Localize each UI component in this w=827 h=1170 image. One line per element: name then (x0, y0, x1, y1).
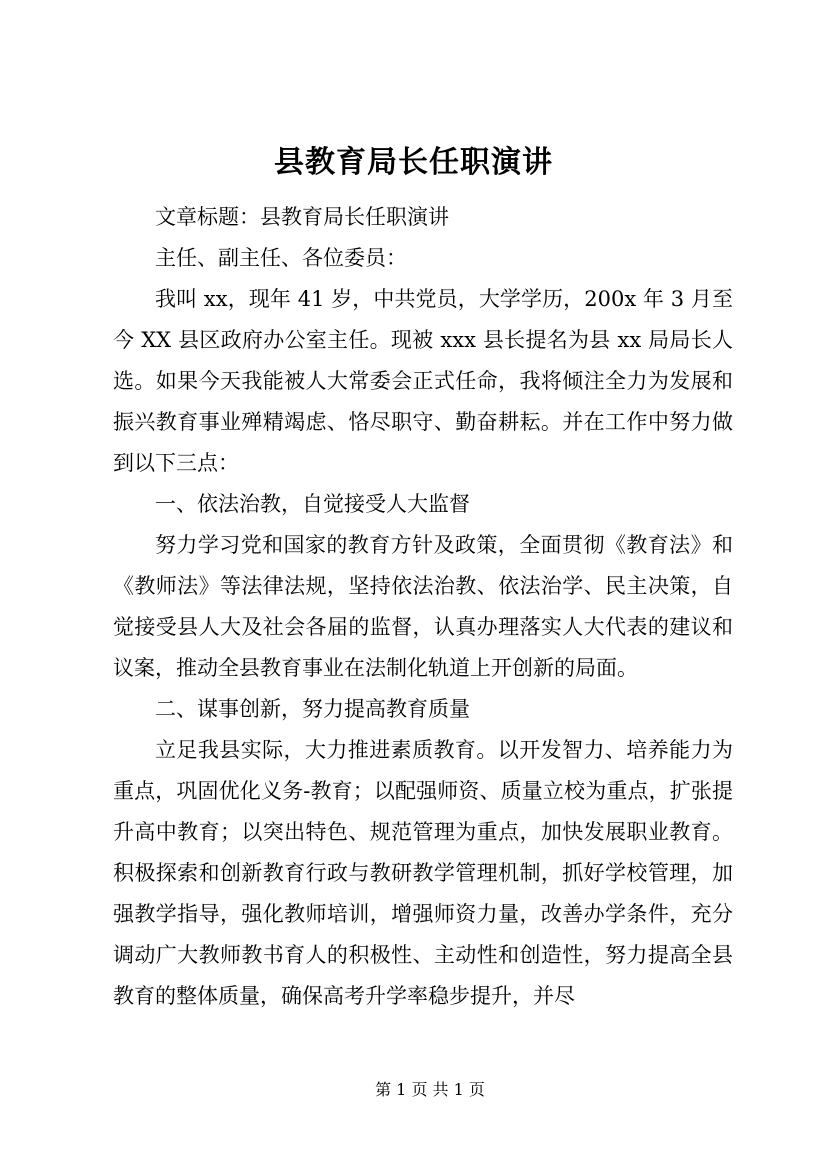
paragraph: 二、谋事创新，努力提高教育质量 (155, 697, 470, 721)
document-body (113, 197, 733, 1017)
paragraph: 立足我县实际，大力推进素质教育。以开发智力、培养能力为重点，巩固优化义务-教育；以配强师资、质量立校为重点，扩张提升高中教育；以突出特色、规范管理为重点，加快发展职业教育。积极探索和创新教育行政与教研教学管理机制，抓好学校管理，加强教学指导，强化教师培训，增强师资力量，改善办学条件，充分调动广大教师教书育人的积极性、主动性和创造性，努力提高全县教育的整体质量，确保高考升学率稳步提升，并尽 (113, 738, 733, 1008)
paragraph: 我叫 xx，现年 41 岁，中共党员，大学学历，200x 年 3 月至今 XX 县区政府办公室主任。现被 xxx 县长提名为县 xx 局局长人选。如果今天我能被人大常委会正式任命，我将倾注全力为发展和振兴教育事业殚精竭虑、恪尽职守、勤奋耕耘。并在工作中努力做到以下三点： (113, 287, 733, 475)
paragraph: 主任、副主任、各位委员： (155, 246, 407, 270)
paragraph: 一、依法治教，自觉接受人大监督 (155, 492, 470, 516)
paragraph: 努力学习党和国家的教育方针及政策，全面贯彻《教育法》和《教师法》等法律法规，坚持依法治教、依法治学、民主决策，自觉接受县人大及社会各届的监督，认真办理落实人大代表的建议和议案，推动全县教育事业在法制化轨道上开创新的局面。 (113, 533, 733, 680)
page-number-footer: 第 1 页 共 1 页 (375, 1080, 485, 1099)
document-title: 县教育局长任职演讲 (274, 145, 553, 180)
paragraph: 文章标题：县教育局长任职演讲 (155, 205, 449, 229)
